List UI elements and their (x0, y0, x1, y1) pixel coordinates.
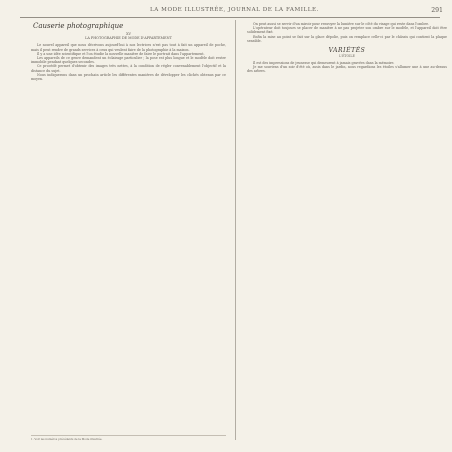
section-title: Causerie photographique (33, 22, 124, 30)
paragraph: Ce procédé permet d'obtenir des images très nettes, à la condition de régler convenablement l'objectif et la distance du sujet. (31, 64, 226, 73)
paragraph: Les appareils de ce genre demandent un éclairage particulier ; la pose est plus longue et le modèle doit rester immobile pendant quelques secondes. (31, 56, 226, 65)
footnote: 1. Voir les numéros précédents de la Mode illustrée. (31, 435, 226, 441)
paragraph: Nous indiquerons dans un prochain article les différentes manières de développer les clichés obtenus par ce moyen. (31, 72, 226, 82)
paragraph: Il est des impressions de jeunesse qui demeurent à jamais gravées dans la mémoire. (253, 61, 395, 66)
header-rule (20, 17, 440, 18)
paragraph: Le nouvel appareil que nous décrivons aujourd'hui à nos lectrices n'est pas tout à fait un appareil de poche, mais il peut rendre de grands services à ceux qui veulent faire de la photographie à la maison. (31, 43, 226, 52)
paragraph: On peut aussi se servir d'un miroir pour renvoyer la lumière sur le côté du visage qui reste dans l'ombre. (253, 22, 430, 26)
journal-title: LA MODE ILLUSTRÉE, JOURNAL DE LA FAMILLE. (150, 7, 320, 13)
varietes-subtitle: L'ÉTOILE (339, 54, 355, 59)
page-number: 291 (431, 7, 443, 14)
paragraph: Enfin la mise au point se fait sur la glace dépolie, puis on remplace celle-ci par le châssis qui contient la plaque sensible. (247, 34, 447, 43)
section-number: XV (126, 32, 131, 36)
section-subheading: LA PHOTOGRAPHIE DE MODE D'APPARTEMENT (85, 36, 172, 41)
column-separator (235, 20, 236, 440)
varietes-title: VARIÉTÉS (328, 47, 366, 55)
paragraph: Je me souviens d'un soir d'été où, assis dans le jardin, nous regardions les étoiles s'allumer une à une au-dessus des arbres. (247, 65, 447, 74)
left-column (31, 22, 226, 438)
right-column (247, 22, 447, 438)
paragraph: L'opérateur doit toujours se placer de manière à ne pas projeter son ombre sur le modèle, et l'appareil doit être solidement fixé. (247, 26, 447, 35)
paragraph: Il y a une idée scientifique et l'on étudie la nouvelle manière de faire le portrait dans l'appartement. (37, 51, 205, 56)
